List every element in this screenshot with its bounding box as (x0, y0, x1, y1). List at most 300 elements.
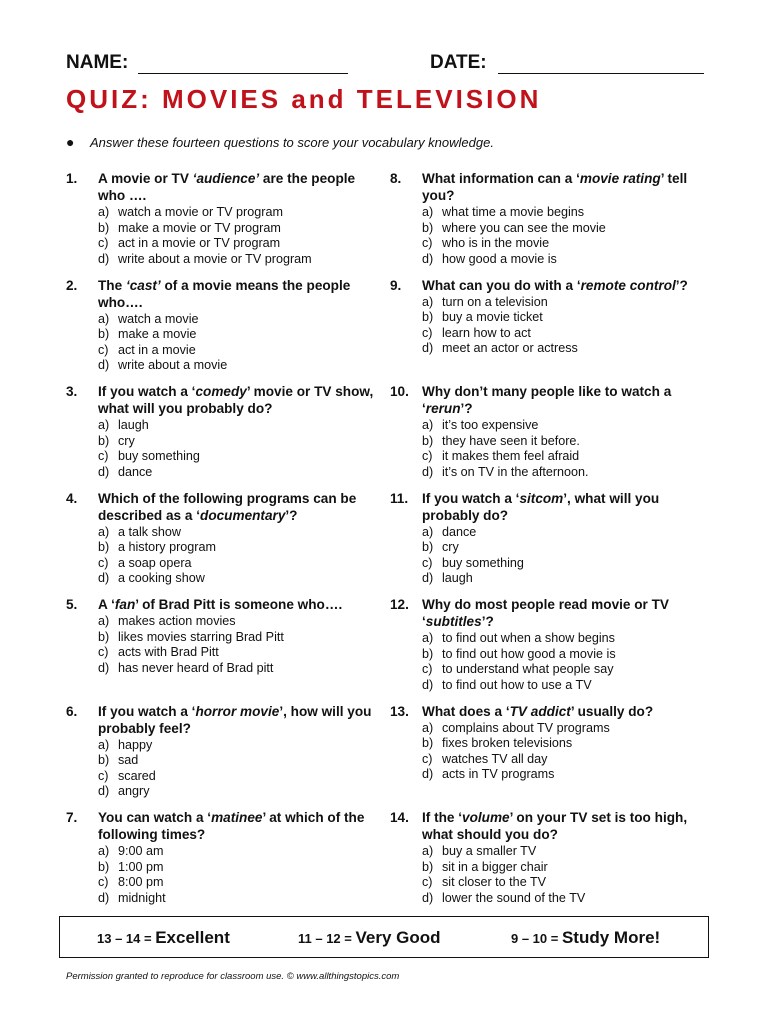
answer-option[interactable] (98, 540, 382, 556)
answer-option[interactable] (422, 449, 710, 465)
option-text: write about a movie (118, 358, 228, 372)
option-text: likes movies starring Brad Pitt (118, 629, 284, 644)
question-column-right (390, 170, 710, 916)
answer-option[interactable] (422, 540, 710, 556)
answer-option[interactable] (98, 753, 382, 769)
question-text-before: The (98, 277, 126, 293)
answer-option[interactable] (98, 449, 382, 465)
question-stem (66, 170, 382, 204)
answer-options (422, 844, 710, 906)
option-text: learn how to act (442, 325, 531, 340)
question-2 (66, 277, 382, 384)
footer-permission: Permission granted to reproduce for classroom use. © www.allthingstopics.com (66, 971, 400, 982)
option-letter: a) (98, 205, 110, 219)
name-label: NAME: (66, 52, 129, 73)
answer-options (98, 614, 382, 676)
option-letter: a) (98, 737, 110, 752)
score-very-good (298, 928, 441, 948)
option-text: sad (118, 753, 139, 767)
answer-options (422, 631, 710, 693)
answer-option[interactable] (98, 221, 382, 237)
instruction (66, 134, 494, 150)
option-letter: a) (422, 631, 434, 645)
question-stem (66, 383, 382, 417)
answer-option[interactable] (98, 769, 382, 785)
option-letter: d) (98, 890, 110, 905)
question-text (422, 383, 710, 417)
option-text: dance (442, 524, 477, 539)
option-text: makes action movies (118, 614, 236, 628)
question-text-before: If you watch a ‘ (422, 490, 520, 506)
question-text (98, 809, 382, 843)
option-text: buy a movie ticket (442, 310, 543, 324)
option-letter: c) (422, 555, 433, 570)
answer-option[interactable] (98, 875, 382, 891)
answer-option[interactable] (422, 844, 710, 860)
question-number: 3. (66, 384, 78, 399)
answer-option[interactable] (422, 752, 710, 768)
vocabulary-term: movie rating (579, 171, 661, 186)
question-stem (66, 809, 382, 843)
question-text-before: If the ‘ (422, 810, 463, 825)
answer-option[interactable] (422, 891, 710, 907)
option-letter: d) (98, 571, 110, 585)
option-text: happy (118, 737, 153, 752)
option-text: 9:00 am (118, 844, 164, 858)
vocabulary-term: ‘cast’ (125, 277, 161, 293)
question-stem (66, 277, 382, 311)
question-number: 5. (66, 597, 78, 612)
question-text-after: ’ on your TV set is too high, what should you do? (422, 810, 688, 842)
option-text: to understand what people say (442, 662, 614, 676)
option-text: they have seen it before. (442, 433, 580, 448)
option-text: laugh (118, 418, 149, 432)
answer-option[interactable] (98, 556, 382, 572)
question-text-after: ’ of Brad Pitt is someone who…. (135, 597, 343, 612)
answer-option[interactable] (422, 631, 710, 647)
option-letter: c) (98, 236, 109, 250)
answer-option[interactable] (422, 295, 710, 311)
vocabulary-term: fan (114, 597, 136, 612)
option-letter: b) (422, 310, 434, 324)
question-text-before: A movie or TV (98, 171, 193, 186)
question-stem (66, 596, 382, 613)
vocabulary-term: matinee (211, 810, 263, 825)
question-number: 8. (390, 171, 402, 186)
question-number: 13. (390, 703, 409, 719)
option-letter: b) (98, 629, 110, 644)
option-letter: b) (98, 220, 110, 235)
option-letter: a) (422, 205, 434, 219)
answer-option[interactable] (422, 418, 710, 434)
option-letter: a) (98, 524, 110, 539)
option-letter: a) (98, 311, 110, 326)
answer-option[interactable] (422, 875, 710, 891)
option-letter: d) (422, 767, 434, 781)
question-7 (66, 809, 382, 916)
option-text: act in a movie or TV program (118, 236, 281, 250)
option-letter: c) (98, 342, 109, 357)
option-letter: a) (422, 720, 434, 735)
question-text-before: A ‘ (98, 597, 115, 612)
question-number: 10. (390, 384, 409, 399)
answer-options (98, 844, 382, 906)
question-12 (390, 596, 710, 703)
option-letter: d) (98, 784, 110, 798)
answer-option[interactable] (98, 465, 382, 481)
question-number: 11. (390, 490, 409, 506)
option-text: watch a movie (118, 311, 199, 326)
question-text-before: You can watch a ‘ (98, 810, 212, 825)
answer-option[interactable] (422, 310, 710, 326)
option-letter: d) (422, 464, 434, 479)
question-text (422, 809, 710, 843)
answer-option[interactable] (98, 571, 382, 587)
answer-option[interactable] (422, 736, 710, 752)
option-text: fixes broken televisions (442, 736, 573, 750)
option-letter: a) (98, 844, 110, 858)
score-word: Excellent (155, 928, 230, 947)
option-text: a soap opera (118, 555, 192, 570)
instruction-text: Answer these fourteen questions to score your vocabulary knowledge. (90, 135, 494, 150)
question-8 (390, 170, 710, 277)
question-text (422, 703, 710, 720)
option-text: it’s too expensive (442, 418, 539, 432)
option-text: act in a movie (118, 342, 196, 357)
question-number: 6. (66, 703, 78, 719)
question-text-after: ’ usually do? (570, 703, 654, 719)
question-text-after: of a movie means the people who…. (98, 277, 351, 310)
question-text-after: ’? (460, 401, 473, 416)
answer-option[interactable] (422, 221, 710, 237)
option-text: watch a movie or TV program (118, 205, 283, 219)
question-text-before: Why do most people read movie or TV ‘ (422, 597, 669, 629)
question-text-before: What can you do with a ‘ (422, 277, 581, 293)
question-text (98, 596, 382, 613)
option-letter: a) (98, 418, 110, 432)
option-text: sit in a bigger chair (442, 859, 548, 874)
answer-option[interactable] (422, 767, 710, 783)
question-1 (66, 170, 382, 277)
answer-option[interactable] (98, 252, 382, 268)
option-letter: b) (98, 327, 110, 341)
question-6 (66, 703, 382, 810)
option-text: turn on a television (442, 294, 548, 309)
option-letter: a) (422, 294, 434, 309)
question-4 (66, 490, 382, 597)
question-text (422, 277, 710, 294)
answer-option[interactable] (98, 434, 382, 450)
answer-option[interactable] (422, 571, 710, 587)
option-letter: c) (422, 325, 433, 340)
question-text-after: ’ at which of the following times? (98, 810, 365, 842)
question-text-after: ’, how will you probably feel? (98, 703, 372, 736)
option-text: meet an actor or actress (442, 341, 578, 355)
answer-option[interactable] (98, 784, 382, 800)
score-range: 13 – 14 = (97, 931, 156, 946)
question-column-left (66, 170, 382, 916)
question-text (422, 490, 710, 524)
option-text: to find out when a show begins (442, 631, 615, 645)
question-text (98, 277, 382, 311)
score-range: 11 – 12 = (298, 931, 356, 946)
question-stem (66, 703, 382, 737)
question-text-before: If you watch a ‘ (98, 703, 196, 719)
answer-option[interactable] (422, 252, 710, 268)
option-letter: d) (422, 341, 434, 355)
option-text: scared (118, 768, 156, 783)
question-number: 9. (390, 277, 402, 293)
answer-option[interactable] (98, 844, 382, 860)
question-text-before: What does a ‘ (422, 703, 510, 719)
option-letter: c) (422, 449, 433, 463)
date-label: DATE: (430, 52, 487, 73)
question-3 (66, 383, 382, 490)
option-letter: c) (98, 768, 109, 783)
answer-options (98, 312, 382, 374)
option-letter: a) (422, 418, 434, 432)
option-text: 8:00 pm (118, 875, 164, 889)
question-text (98, 703, 382, 737)
question-stem (390, 596, 710, 630)
option-text: complains about TV programs (442, 720, 610, 735)
bullet-icon: ● (66, 134, 75, 150)
option-text: watches TV all day (442, 751, 548, 766)
question-9 (390, 277, 710, 384)
question-text-before: If you watch a ‘ (98, 384, 196, 399)
option-letter: c) (422, 662, 433, 676)
answer-option[interactable] (98, 738, 382, 754)
question-text (98, 383, 382, 417)
answer-option[interactable] (98, 236, 382, 252)
answer-option[interactable] (98, 358, 382, 374)
option-text: buy something (118, 449, 200, 463)
question-text-before: What information can a ‘ (422, 171, 580, 186)
option-letter: d) (422, 890, 434, 905)
question-13 (390, 703, 710, 810)
option-text: make a movie (118, 327, 197, 341)
option-text: sit closer to the TV (442, 875, 547, 889)
answer-options (98, 205, 382, 267)
question-stem (390, 277, 710, 294)
option-text: has never heard of Brad pitt (118, 660, 274, 675)
answer-option[interactable] (422, 326, 710, 342)
answer-options (422, 525, 710, 587)
option-letter: b) (98, 540, 110, 554)
answer-options (422, 205, 710, 267)
answer-option[interactable] (98, 418, 382, 434)
option-letter: d) (98, 464, 110, 479)
question-text (98, 170, 382, 204)
option-letter: d) (98, 660, 110, 675)
option-text: write about a movie or TV program (118, 251, 312, 266)
option-text: midnight (118, 890, 166, 905)
question-stem (390, 703, 710, 720)
question-stem (66, 490, 382, 524)
question-text-after: ’? (481, 614, 494, 629)
answer-option[interactable] (422, 662, 710, 678)
option-letter: b) (422, 859, 434, 874)
score-range: 9 – 10 = (511, 931, 562, 946)
answer-option[interactable] (422, 721, 710, 737)
question-text (422, 596, 710, 630)
score-box (59, 916, 709, 958)
vocabulary-term: documentary (200, 507, 286, 523)
question-text (422, 170, 710, 204)
option-text: cry (118, 433, 135, 448)
question-number: 14. (390, 810, 409, 825)
question-stem (390, 490, 710, 524)
question-number: 2. (66, 277, 78, 293)
answer-option[interactable] (98, 205, 382, 221)
option-letter: c) (422, 751, 433, 766)
option-text: cry (442, 540, 459, 554)
option-letter: c) (98, 875, 109, 889)
vocabulary-term: subtitles (425, 614, 482, 629)
question-text-after: ’? (675, 277, 688, 293)
answer-option[interactable] (98, 614, 382, 630)
option-letter: b) (98, 753, 110, 767)
question-number: 12. (390, 597, 409, 612)
question-stem (390, 383, 710, 417)
option-letter: c) (98, 645, 109, 659)
vocabulary-term: rerun (425, 401, 461, 416)
answer-option[interactable] (98, 661, 382, 677)
answer-options (98, 525, 382, 587)
header (66, 52, 706, 80)
option-letter: b) (422, 220, 434, 235)
answer-option[interactable] (422, 341, 710, 357)
answer-option[interactable] (98, 630, 382, 646)
answer-options (422, 418, 710, 480)
option-text: a history program (118, 540, 216, 554)
score-word: Study More! (561, 928, 661, 947)
option-text: to find out how good a movie is (442, 646, 616, 661)
option-letter: b) (422, 646, 434, 661)
question-text-after: ’ movie or TV show, what will you probably do? (98, 384, 374, 416)
answer-option[interactable] (98, 312, 382, 328)
option-letter: c) (98, 555, 109, 570)
option-letter: b) (98, 433, 110, 448)
option-text: it makes them feel afraid (442, 449, 580, 463)
question-text-before: Which of the following programs can be described as a ‘ (98, 490, 357, 523)
option-letter: d) (422, 251, 434, 266)
score-study-more (511, 928, 660, 948)
score-excellent (97, 928, 230, 948)
option-text: angry (118, 784, 150, 798)
option-text: it’s on TV in the afternoon. (442, 464, 589, 479)
question-11 (390, 490, 710, 597)
question-stem (390, 170, 710, 204)
answer-option[interactable] (422, 465, 710, 481)
question-text-after: ’ tell you? (422, 171, 688, 203)
option-text: a talk show (118, 524, 181, 539)
option-text: to find out how to use a TV (442, 677, 592, 692)
option-letter: d) (98, 251, 110, 266)
option-letter: b) (98, 859, 110, 874)
answer-option[interactable] (422, 678, 710, 694)
option-text: laugh (442, 571, 473, 585)
option-text: dance (118, 464, 153, 479)
option-text: who is in the movie (442, 236, 550, 250)
option-text: 1:00 pm (118, 859, 164, 874)
question-text (98, 490, 382, 524)
option-letter: a) (422, 844, 434, 858)
question-number: 7. (66, 810, 78, 825)
option-letter: b) (422, 736, 434, 750)
answer-option[interactable] (98, 645, 382, 661)
option-text: acts with Brad Pitt (118, 645, 219, 659)
option-letter: d) (422, 571, 434, 585)
question-number: 4. (66, 490, 78, 506)
quiz-title: QUIZ: MOVIES and TELEVISION (66, 84, 542, 114)
option-letter: c) (98, 449, 109, 463)
answer-option[interactable] (422, 205, 710, 221)
question-14 (390, 809, 710, 916)
option-text: buy a smaller TV (442, 844, 537, 858)
answer-options (98, 738, 382, 800)
answer-option[interactable] (422, 236, 710, 252)
option-letter: a) (422, 524, 434, 539)
answer-option[interactable] (98, 891, 382, 907)
option-text: acts in TV programs (442, 767, 555, 781)
answer-options (422, 295, 710, 357)
question-text-after: ’, what will you probably do? (422, 490, 660, 523)
option-text: what time a movie begins (442, 205, 585, 219)
option-letter: c) (422, 875, 433, 889)
answer-option[interactable] (422, 556, 710, 572)
vocabulary-term: horror movie (195, 703, 280, 719)
question-stem (390, 809, 710, 843)
vocabulary-term: ‘audience’ (192, 171, 260, 186)
answer-option[interactable] (98, 327, 382, 343)
answer-options (422, 721, 710, 783)
score-word: Very Good (355, 928, 441, 947)
option-text: make a movie or TV program (118, 220, 281, 235)
option-text: a cooking show (118, 571, 205, 585)
question-text-after: are the people who …. (98, 171, 356, 203)
option-text: where you can see the movie (442, 220, 606, 235)
question-number: 1. (66, 171, 78, 186)
vocabulary-term: TV addict (509, 703, 571, 719)
vocabulary-term: remote control (580, 277, 676, 293)
answer-option[interactable] (98, 343, 382, 359)
answer-option[interactable] (98, 860, 382, 876)
answer-option[interactable] (422, 647, 710, 663)
question-10 (390, 383, 710, 490)
answer-option[interactable] (422, 525, 710, 541)
vocabulary-term: volume (462, 810, 510, 825)
vocabulary-term: comedy (195, 384, 247, 399)
option-letter: a) (98, 614, 110, 628)
option-letter: b) (422, 540, 434, 554)
answer-option[interactable] (98, 525, 382, 541)
option-text: how good a movie is (442, 251, 557, 266)
answer-option[interactable] (422, 434, 710, 450)
option-letter: d) (422, 677, 434, 692)
question-text-after: ’? (285, 507, 298, 523)
answer-options (98, 418, 382, 480)
option-text: buy something (442, 555, 524, 570)
question-5 (66, 596, 382, 703)
vocabulary-term: sitcom (519, 490, 564, 506)
answer-option[interactable] (422, 860, 710, 876)
question-text-before: Why don’t many people like to watch a ‘ (422, 384, 672, 416)
date-blank-line[interactable] (498, 73, 704, 74)
option-letter: d) (98, 358, 110, 372)
option-letter: c) (422, 236, 433, 250)
name-blank-line[interactable] (138, 73, 348, 74)
